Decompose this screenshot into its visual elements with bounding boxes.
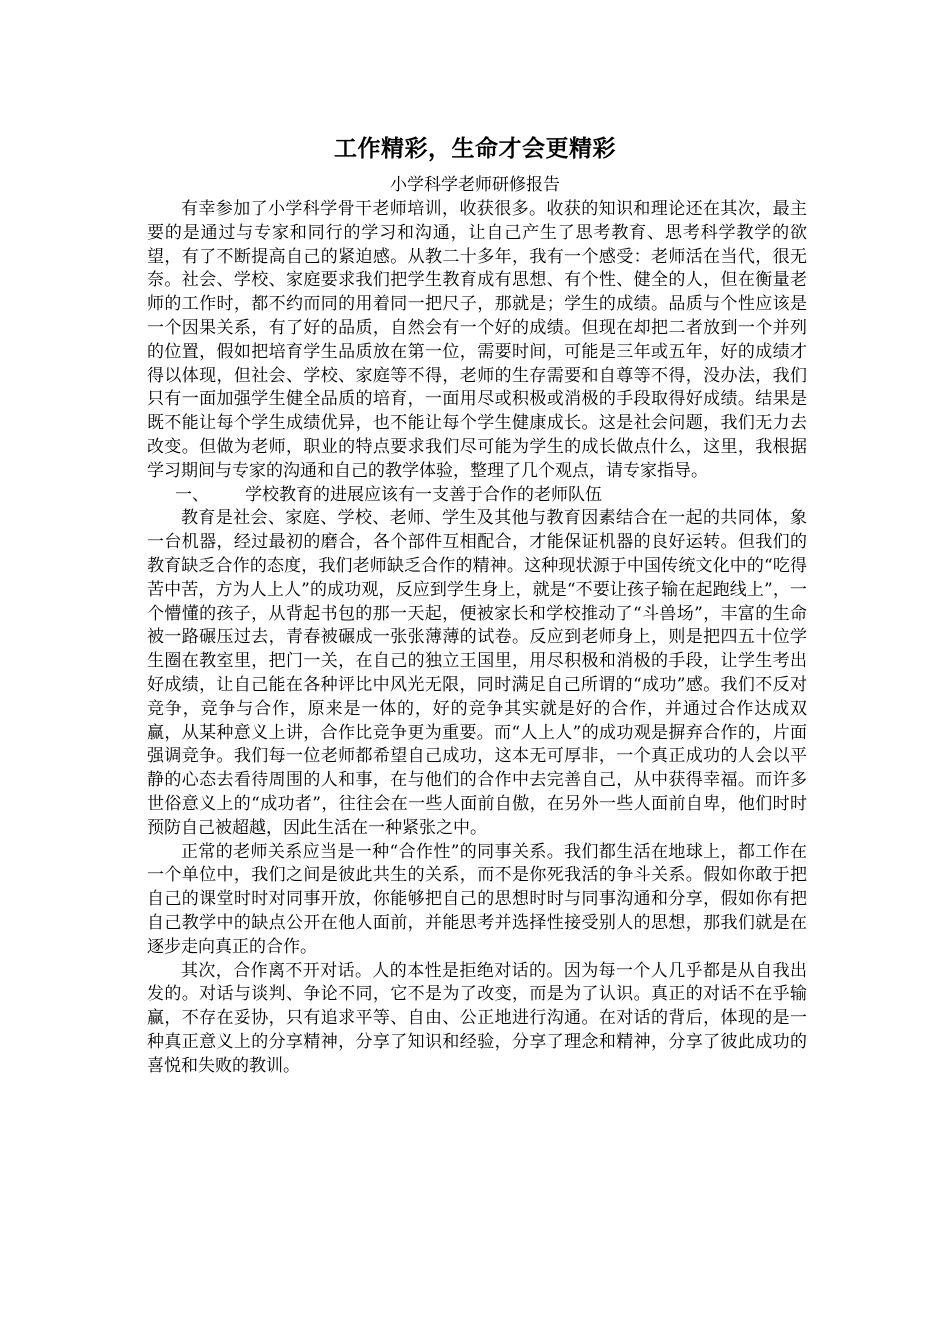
document-body [147,198,807,1078]
document-title: 工作精彩，生命才会更精彩 [334,135,616,162]
section-number: 一、 [175,484,209,505]
paragraph-3: 其次，合作离不开对话。人的本性是拒绝对话的。因为每一个人几乎都是从自我出发的。对话与谈判、争论不同，它不是为了改变，而是为了认识。真正的对话不在乎输赢，不存在妥协，只有追求平等、自由、公正地进行沟通。在对话的背后，体现的是一种真正意义上的分享精神，分享了知识和经验，分享了理念和精神，分享了彼此成功的喜悦和失败的教训。 [147,960,807,1076]
section-heading-text: 学校教育的进展应该有一支善于合作的老师队伍 [245,484,602,505]
paragraph-2: 正常的老师关系应当是一种“合作性”的同事关系。我们都生活在地球上，都工作在一个单位中，我们之间是彼此共生的关系，而不是你死我活的争斗关系。假如你敢于把自己的课堂时时对同事开放，你能够把自己的思想时时与同事沟通和分享，假如你有把自己教学中的缺点公开在他人面前，并能思考并选择性接受别人的思想，那我们就是在逐步走向真正的合作。 [147,841,807,957]
intro-paragraph: 有幸参加了小学科学骨干老师培训，收获很多。收获的知识和理论还在其次，最主要的是通过与专家和同行的学习和沟通，让自己产生了思考教育、思考科学教学的欲望，有了不断提高自己的紧迫感。从教二十多年，我有一个感受：老师活在当代，很无奈。社会、学校、家庭要求我们把学生教育成有思想、有个性、健全的人，但在衡量老师的工作时，都不约而同的用着同一把尺子，那就是；学生的成绩。品质与个性应该是一个因果关系，有了好的品质，自然会有一个好的成绩。但现在却把二者放到一个并列的位置，假如把培育学生品质放在第一位，需要时间，可能是三年或五年，好的成绩才得以体现，但社会、学校、家庭等不得，老师的生存需要和自尊等不得，没办法，我们只有一面加强学生健全品质的培育，一面用尽或积极或消极的手段取得好成绩。结果是既不能让每个学生成绩优异，也不能让每个学生健康成长。这是社会问题，我们无力去改变。但做为老师，职业的特点要求我们尽可能为学生的成长做点什么，这里，我根据学习期间与专家的沟通和自己的教学体验，整理了几个观点，请专家指导。 [147,199,807,481]
section-heading-1 [147,484,807,508]
paragraph-1: 教育是社会、家庭、学校、老师、学生及其他与教育因素结合在一起的共同体，象一台机器，经过最初的磨合，各个部件互相配合，才能保证机器的良好运转。但我们的教育缺乏合作的态度，我们老师缺乏合作的精神。这种现状源于中国传统文化中的“吃得苦中苦，方为人上人”的成功观，反应到学生身上，就是“不要让孩子输在起跑线上”，一个懵懂的孩子，从背起书包的那一天起，便被家长和学校推动了“斗兽场”，丰富的生命被一路碾压过去，青春被碾成一张张薄薄的试卷。反应到老师身上，则是把四五十位学生圈在教室里，把门一关，在自己的独立王国里，用尽积极和消极的手段，让学生考出好成绩，让自己能在各种评比中风光无限，同时满足自己所谓的“成功”感。我们不反对竞争，竞争与合作，原来是一体的，好的竞争其实就是好的合作，并通过合作达成双赢，从某种意义上讲，合作比竞争更为重要。而“人上人”的成功观是摒弃合作的，片面强调竞争。我们每一位老师都希望自己成功，这本无可厚非，一个真正成功的人会以平静的心态去看待周围的人和事，在与他们的合作中去完善自己，从中获得幸福。而许多世俗意义上的“成功者”，往往会在一些人面前自傲，在另外一些人面前自卑，他们时时预防自己被超越，因此生活在一种紧张之中。 [147,508,807,838]
document-subtitle: 小学科学老师研修报告 [390,175,560,195]
